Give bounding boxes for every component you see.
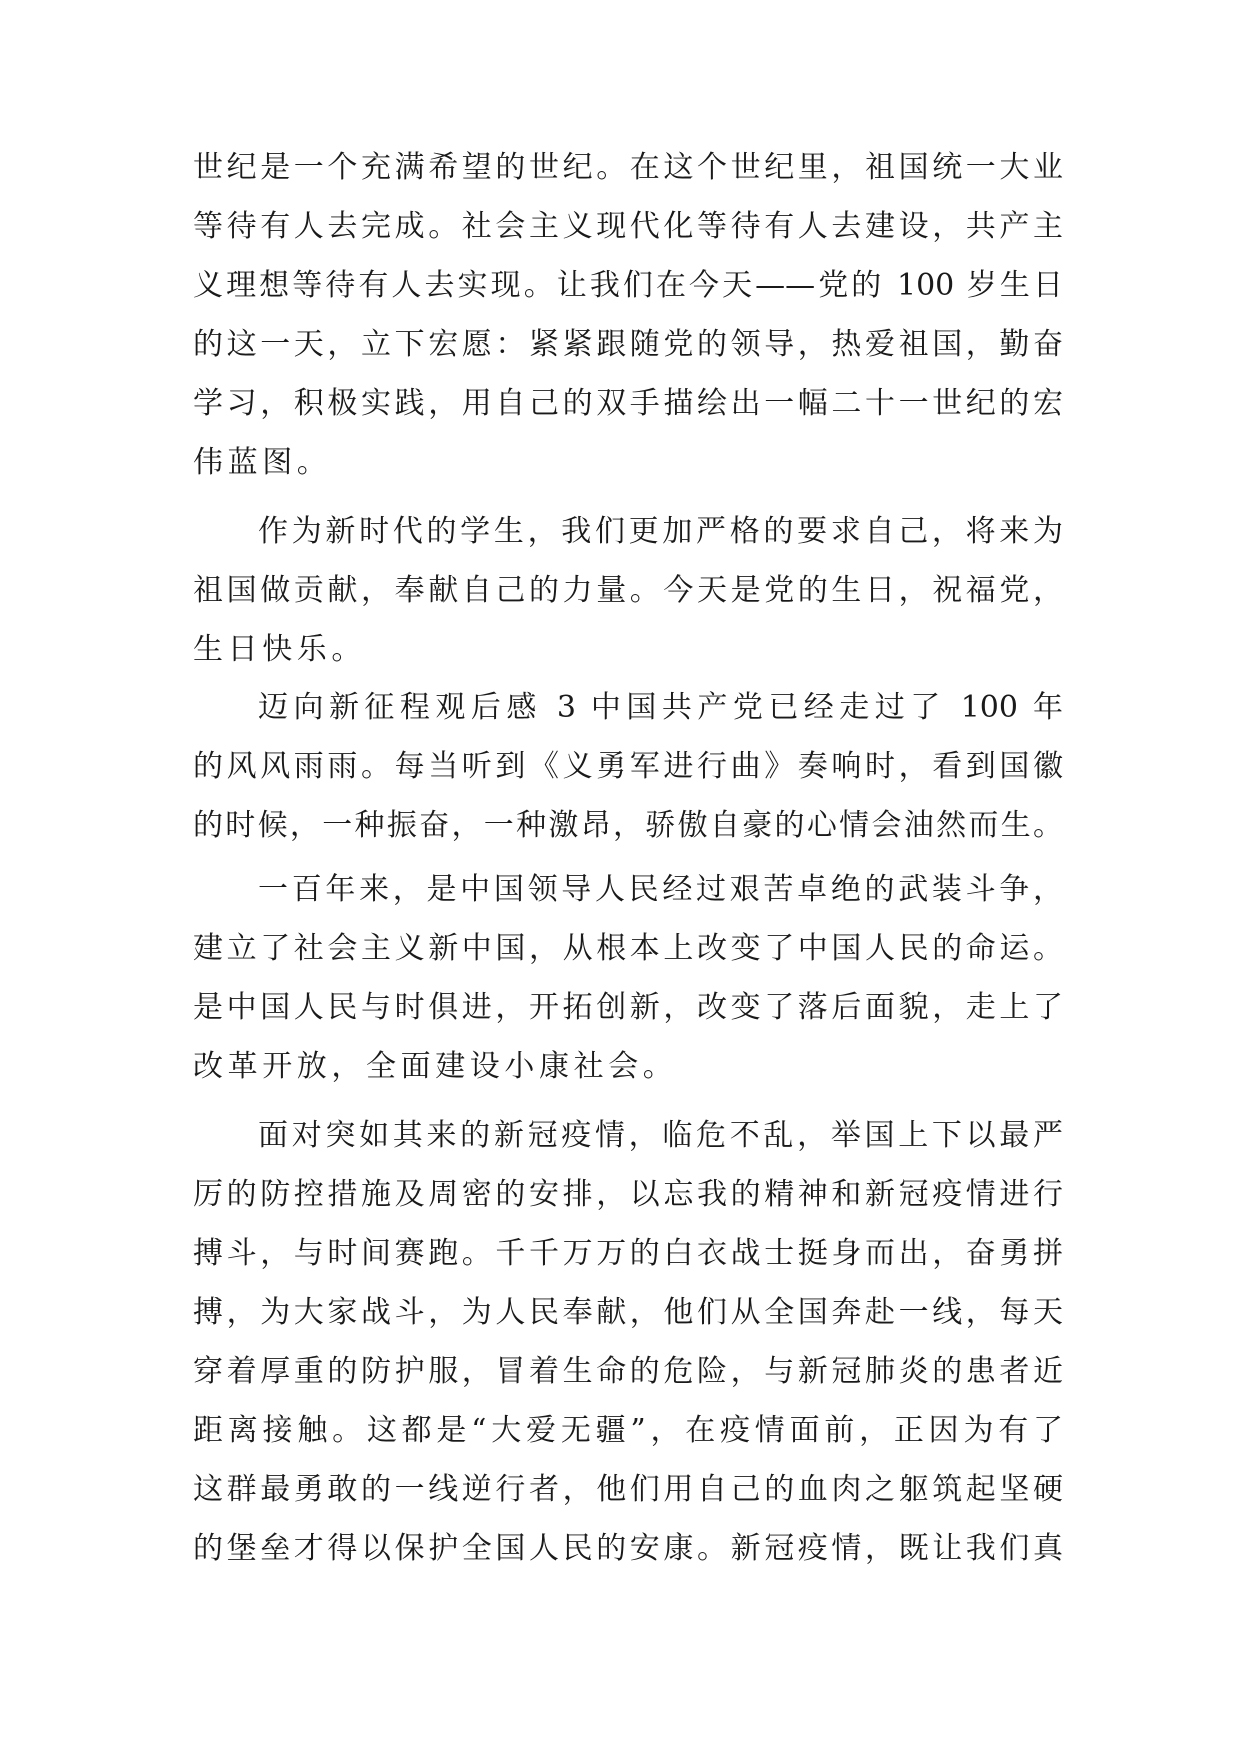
- text-line: 的堡垒才得以保护全国人民的安康。新冠疫情，既让我们真: [193, 1531, 1063, 1566]
- text-line: 建立了社会主义新中国，从根本上改变了中国人民的命运。: [193, 931, 1063, 966]
- text-line: 学习，积极实践，用自己的双手描绘出一幅二十一世纪的宏: [193, 386, 1063, 421]
- text-line: 等待有人去完成。社会主义现代化等待有人去建设，共产主: [193, 209, 1063, 244]
- text-line: 伟蓝图。: [193, 445, 332, 480]
- paragraph-first-line: 作为新时代的学生，我们更加严格的要求自己，将来为: [258, 514, 1063, 549]
- text-line: 生日快乐。: [193, 632, 366, 667]
- text-line: 祖国做贡献，奉献自己的力量。今天是党的生日，祝福党，: [193, 573, 1063, 608]
- text-line: 这群最勇敢的一线逆行者，他们用自己的血肉之躯筑起坚硬: [193, 1472, 1063, 1507]
- text-line: 世纪是一个充满希望的世纪。在这个世纪里，祖国统一大业: [193, 150, 1063, 185]
- text-line: 的这一天，立下宏愿：紧紧跟随党的领导，热爱祖国，勤奋: [193, 327, 1063, 362]
- text-line: 穿着厚重的防护服，冒着生命的危险，与新冠肺炎的患者近: [193, 1354, 1063, 1389]
- text-line: 的时候，一种振奋，一种激昂，骄傲自豪的心情会油然而生。: [193, 808, 1063, 843]
- text-line: 厉的防控措施及周密的安排，以忘我的精神和新冠疫情进行: [193, 1177, 1063, 1212]
- text-line: 义理想等待有人去实现。让我们在今天——党的 100 岁生日: [193, 268, 1063, 303]
- text-line: 距离接触。这都是“大爱无疆”，在疫情面前，正因为有了: [193, 1413, 1063, 1448]
- paragraph-first-line: 一百年来，是中国领导人民经过艰苦卓绝的武装斗争，: [258, 872, 1063, 907]
- text-line: 搏斗，与时间赛跑。千千万万的白衣战士挺身而出，奋勇拼: [193, 1236, 1063, 1271]
- paragraph-first-line: 面对突如其来的新冠疫情，临危不乱，举国上下以最严: [258, 1118, 1063, 1153]
- section-heading-line: 迈向新征程观后感 3 中国共产党已经走过了 100 年: [258, 690, 1063, 725]
- text-line: 的风风雨雨。每当听到《义勇军进行曲》奏响时，看到国徽: [193, 749, 1063, 784]
- text-line: 改革开放，全面建设小康社会。: [193, 1049, 678, 1084]
- text-line: 搏，为大家战斗，为人民奉献，他们从全国奔赴一线，每天: [193, 1295, 1063, 1330]
- text-line: 是中国人民与时俱进，开拓创新，改变了落后面貌，走上了: [193, 990, 1063, 1025]
